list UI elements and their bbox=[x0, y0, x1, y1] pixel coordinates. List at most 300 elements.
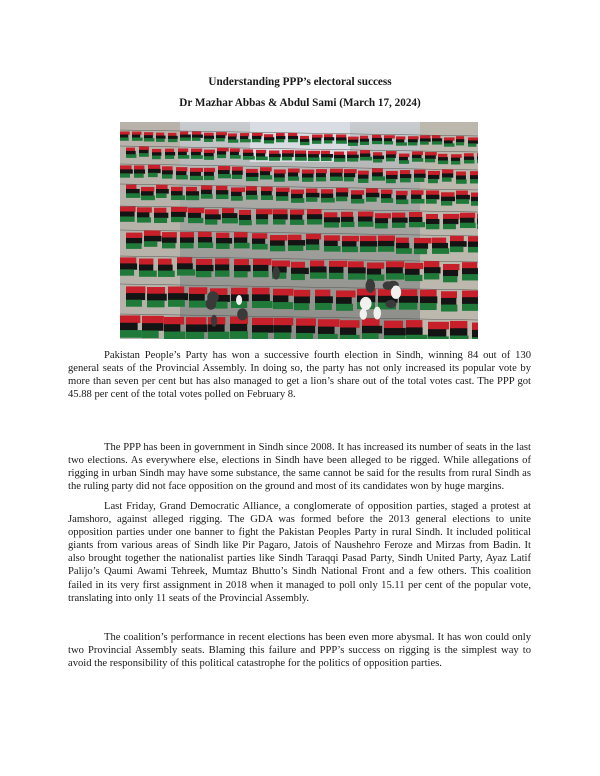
flag-stripe bbox=[462, 291, 478, 298]
flag-stripe bbox=[139, 265, 153, 271]
flag-stripe bbox=[360, 154, 370, 158]
flag-stripe bbox=[156, 185, 168, 190]
flag-stripe bbox=[190, 176, 203, 180]
ppp-flag bbox=[308, 151, 320, 161]
flag-stripe bbox=[411, 195, 421, 200]
flag-stripe bbox=[450, 241, 467, 247]
flag-stripe bbox=[156, 139, 165, 142]
ppp-flag bbox=[342, 236, 359, 252]
flag-stripe bbox=[261, 191, 272, 196]
flag-stripe bbox=[428, 179, 438, 183]
flag-stripe bbox=[408, 139, 418, 142]
flag-stripe bbox=[438, 160, 448, 164]
flag-stripe bbox=[256, 150, 266, 154]
flag-stripe bbox=[381, 194, 391, 199]
flag-stripe bbox=[426, 214, 438, 219]
flag-stripe bbox=[234, 271, 248, 277]
flag-stripe bbox=[243, 156, 255, 160]
flag-stripe bbox=[120, 131, 130, 134]
flag-stripe bbox=[347, 151, 357, 155]
flag-stripe bbox=[420, 141, 429, 144]
ppp-flag bbox=[216, 186, 228, 199]
flag-stripe bbox=[246, 186, 257, 191]
flag-stripe bbox=[321, 151, 330, 155]
flag-stripe bbox=[205, 219, 217, 224]
flag-stripe bbox=[165, 155, 174, 159]
flag-stripe bbox=[273, 219, 286, 224]
flag-stripe bbox=[348, 140, 358, 143]
flag-stripe bbox=[432, 243, 448, 249]
flag-stripe bbox=[276, 192, 288, 197]
flag-stripe bbox=[180, 132, 188, 135]
flag-stripe bbox=[464, 157, 474, 161]
flag-stripe bbox=[162, 166, 173, 170]
flag-stripe bbox=[208, 324, 225, 332]
article-title: Understanding PPP’s electoral success bbox=[208, 76, 392, 88]
flag-stripe bbox=[414, 174, 426, 178]
flag-stripe bbox=[120, 134, 128, 137]
flag-stripe bbox=[188, 208, 204, 213]
flag-stripe bbox=[456, 175, 466, 179]
flag-stripe bbox=[318, 334, 338, 339]
flag-stripe bbox=[336, 137, 347, 140]
flag-stripe bbox=[396, 243, 409, 249]
flag-stripe bbox=[460, 218, 475, 223]
ppp-flag bbox=[295, 150, 307, 160]
ppp-flag bbox=[269, 150, 281, 160]
flag-stripe bbox=[291, 190, 304, 195]
flag-stripe bbox=[324, 246, 341, 252]
flag-stripe bbox=[168, 136, 178, 139]
flag-stripe bbox=[384, 141, 393, 144]
flag-stripe bbox=[240, 136, 248, 139]
flag-stripe bbox=[137, 217, 151, 222]
flag-stripe bbox=[256, 209, 272, 214]
ppp-flag bbox=[341, 212, 354, 227]
ppp-flag bbox=[378, 236, 395, 252]
crowd-figure bbox=[373, 307, 381, 320]
flag-stripe bbox=[464, 160, 474, 164]
flag-stripe bbox=[273, 302, 293, 309]
flag-stripe bbox=[276, 133, 285, 136]
flag-stripe bbox=[342, 241, 357, 247]
flag-stripe bbox=[270, 246, 285, 252]
flag-stripe bbox=[386, 261, 404, 267]
flag-stripe bbox=[231, 192, 242, 197]
ppp-flag bbox=[147, 287, 167, 307]
ppp-flag bbox=[300, 136, 309, 145]
ppp-flag bbox=[386, 261, 405, 279]
flag-stripe bbox=[171, 191, 183, 196]
flag-stripe bbox=[246, 173, 258, 177]
flag-stripe bbox=[318, 319, 340, 327]
flag-stripe bbox=[462, 274, 478, 280]
flag-stripe bbox=[336, 134, 346, 137]
crowd-figure bbox=[360, 309, 367, 320]
flag-stripe bbox=[162, 170, 173, 174]
flag-stripe bbox=[152, 152, 161, 156]
flag-stripe bbox=[477, 160, 478, 164]
flag-stripe bbox=[222, 208, 234, 213]
flag-stripe bbox=[246, 191, 257, 196]
flag-stripe bbox=[253, 265, 268, 271]
flag-stripe bbox=[472, 330, 478, 338]
flag-stripe bbox=[126, 151, 136, 155]
crowd-figure bbox=[236, 295, 242, 305]
flag-stripe bbox=[307, 209, 322, 214]
flag-stripe bbox=[272, 261, 290, 267]
flag-stripe bbox=[348, 261, 364, 267]
flag-stripe bbox=[450, 321, 467, 329]
flag-stripe bbox=[321, 194, 333, 199]
flag-stripe bbox=[261, 187, 273, 192]
flag-stripe bbox=[306, 234, 321, 240]
flag-stripe bbox=[381, 190, 393, 195]
flag-stripe bbox=[432, 138, 442, 141]
flag-stripe bbox=[215, 270, 230, 276]
ppp-flag bbox=[472, 323, 478, 339]
ppp-flag bbox=[261, 187, 273, 200]
flag-stripe bbox=[177, 269, 195, 275]
flag-stripe bbox=[120, 315, 140, 323]
flag-stripe bbox=[334, 158, 345, 162]
flag-stripe bbox=[384, 135, 395, 138]
flag-stripe bbox=[406, 335, 428, 339]
flag-stripe bbox=[472, 323, 478, 331]
flag-stripe bbox=[273, 295, 288, 302]
flag-stripe bbox=[288, 172, 298, 176]
flag-stripe bbox=[306, 245, 319, 251]
crowd-figure bbox=[385, 300, 396, 308]
flag-stripe bbox=[141, 196, 155, 201]
ppp-flag bbox=[162, 232, 177, 248]
ppp-flag bbox=[348, 261, 366, 279]
flag-stripe bbox=[290, 210, 304, 215]
flag-stripe bbox=[451, 154, 462, 158]
flag-stripe bbox=[351, 199, 364, 204]
flag-stripe bbox=[282, 157, 292, 161]
flag-stripe bbox=[126, 243, 142, 249]
flag-stripe bbox=[230, 331, 248, 339]
flag-stripe bbox=[198, 232, 212, 238]
flag-stripe bbox=[443, 224, 456, 229]
flag-stripe bbox=[156, 136, 165, 139]
flag-stripe bbox=[296, 318, 316, 326]
flag-stripe bbox=[171, 212, 186, 217]
flag-stripe bbox=[375, 223, 388, 228]
flag-stripe bbox=[414, 249, 427, 255]
ppp-flag bbox=[336, 188, 348, 201]
flag-stripe bbox=[180, 135, 191, 138]
ppp-flag bbox=[347, 151, 359, 161]
flag-stripe bbox=[246, 177, 258, 181]
flag-stripe bbox=[451, 158, 460, 162]
flag-stripe bbox=[204, 133, 214, 136]
flag-stripe bbox=[188, 218, 203, 223]
flag-stripe bbox=[351, 190, 364, 195]
flag-stripe bbox=[462, 262, 477, 268]
flag-stripe bbox=[456, 195, 470, 200]
flag-stripe bbox=[396, 191, 408, 196]
flag-stripe bbox=[316, 173, 326, 177]
flag-stripe bbox=[378, 241, 394, 247]
flag-stripe bbox=[334, 152, 344, 156]
ppp-flag bbox=[274, 318, 293, 339]
flag-stripe bbox=[204, 139, 213, 142]
flag-stripe bbox=[204, 153, 214, 157]
flag-stripe bbox=[306, 239, 319, 245]
flag-stripe bbox=[344, 173, 355, 177]
flag-stripe bbox=[204, 168, 215, 172]
flag-stripe bbox=[426, 219, 439, 224]
ppp-flag bbox=[462, 262, 478, 280]
flag-stripe bbox=[156, 133, 164, 136]
flag-stripe bbox=[231, 187, 245, 192]
flag-stripe bbox=[428, 175, 439, 179]
flag-stripe bbox=[288, 245, 303, 251]
flag-stripe bbox=[222, 218, 238, 223]
flag-stripe bbox=[450, 328, 467, 336]
flag-stripe bbox=[147, 300, 165, 307]
flag-stripe bbox=[142, 330, 159, 338]
flag-stripe bbox=[215, 258, 229, 264]
flag-stripe bbox=[273, 214, 288, 219]
ppp-flag bbox=[180, 232, 194, 248]
flag-stripe bbox=[246, 195, 258, 200]
flag-stripe bbox=[204, 172, 214, 176]
flag-stripe bbox=[276, 136, 285, 139]
flag-stripe bbox=[120, 137, 129, 140]
flag-stripe bbox=[139, 259, 153, 265]
flag-stripe bbox=[321, 157, 332, 161]
ppp-flag bbox=[358, 212, 373, 227]
flag-stripe bbox=[260, 171, 270, 175]
flag-stripe bbox=[168, 139, 177, 142]
flag-stripe bbox=[441, 197, 455, 202]
flag-stripe bbox=[120, 323, 138, 331]
flag-stripe bbox=[243, 149, 253, 153]
flag-stripe bbox=[443, 219, 458, 224]
flag-stripe bbox=[231, 196, 243, 201]
flag-stripe bbox=[450, 336, 469, 339]
flag-stripe bbox=[132, 135, 140, 138]
ppp-flag bbox=[400, 170, 411, 182]
ppp-flag bbox=[443, 264, 460, 282]
flag-stripe bbox=[420, 296, 437, 303]
flag-stripe bbox=[216, 243, 230, 249]
flag-stripe bbox=[270, 235, 287, 241]
flag-stripe bbox=[386, 158, 395, 162]
ppp-flag bbox=[290, 210, 304, 225]
flag-stripe bbox=[252, 244, 268, 250]
flag-stripe bbox=[190, 172, 201, 176]
flag-stripe bbox=[177, 263, 193, 269]
flag-stripe bbox=[264, 134, 273, 137]
flag-stripe bbox=[232, 175, 242, 179]
flag-stripe bbox=[240, 133, 249, 136]
flag-stripe bbox=[216, 238, 232, 244]
flag-stripe bbox=[205, 209, 219, 214]
flag-stripe bbox=[232, 167, 243, 171]
flag-stripe bbox=[134, 169, 145, 173]
flag-stripe bbox=[192, 138, 201, 141]
flag-stripe bbox=[347, 158, 358, 162]
flag-stripe bbox=[330, 177, 343, 181]
flag-stripe bbox=[256, 153, 265, 157]
ppp-flag bbox=[154, 208, 168, 223]
flag-stripe bbox=[324, 217, 340, 222]
ppp-flag bbox=[315, 290, 333, 310]
ppp-flag bbox=[399, 289, 418, 309]
ppp-flag bbox=[246, 186, 258, 199]
ppp-flag bbox=[451, 154, 462, 164]
flag-stripe bbox=[396, 238, 409, 244]
ppp-flag bbox=[141, 187, 155, 200]
flag-stripe bbox=[291, 268, 309, 274]
flag-stripe bbox=[428, 322, 449, 330]
flag-stripe bbox=[294, 290, 310, 297]
flag-stripe bbox=[425, 152, 437, 156]
flag-stripe bbox=[282, 153, 294, 157]
ppp-flag bbox=[134, 165, 145, 177]
flag-stripe bbox=[399, 289, 417, 296]
flag-stripe bbox=[438, 154, 447, 158]
flag-stripe bbox=[324, 235, 340, 241]
flag-stripe bbox=[144, 236, 162, 242]
ppp-flag bbox=[456, 171, 467, 183]
flag-stripe bbox=[460, 223, 476, 228]
flag-stripe bbox=[308, 154, 319, 158]
ppp-flag bbox=[460, 213, 476, 228]
ppp-flag bbox=[425, 152, 437, 162]
flag-stripe bbox=[426, 195, 439, 200]
flag-stripe bbox=[217, 155, 226, 159]
flag-stripe bbox=[456, 139, 464, 142]
flag-stripe bbox=[276, 196, 288, 201]
flag-stripe bbox=[171, 187, 183, 192]
flag-stripe bbox=[329, 267, 343, 273]
flag-stripe bbox=[399, 157, 408, 161]
flag-stripe bbox=[400, 174, 411, 178]
flag-stripe bbox=[471, 192, 478, 197]
ppp-flag bbox=[412, 151, 423, 161]
flag-stripe bbox=[414, 238, 432, 244]
flag-stripe bbox=[381, 198, 393, 203]
flag-stripe bbox=[276, 188, 290, 193]
flag-stripe bbox=[477, 156, 478, 160]
flag-stripe bbox=[204, 150, 215, 154]
ppp-flag bbox=[126, 233, 142, 249]
ppp-flag bbox=[243, 149, 255, 159]
flag-stripe bbox=[288, 139, 298, 142]
flag-stripe bbox=[396, 136, 405, 139]
flag-stripe bbox=[178, 148, 188, 152]
flag-stripe bbox=[158, 265, 173, 271]
flag-stripe bbox=[141, 191, 154, 196]
flag-stripe bbox=[477, 219, 478, 224]
flag-stripe bbox=[324, 212, 337, 217]
flag-stripe bbox=[230, 155, 241, 159]
ppp-flag bbox=[414, 170, 426, 182]
flag-stripe bbox=[468, 140, 478, 143]
flag-stripe bbox=[329, 273, 344, 279]
flag-stripe bbox=[216, 138, 225, 141]
flag-stripe bbox=[306, 193, 319, 198]
flag-stripe bbox=[152, 149, 161, 153]
flag-stripe bbox=[291, 262, 305, 268]
flag-stripe bbox=[252, 318, 273, 326]
flag-stripe bbox=[120, 263, 137, 269]
flag-stripe bbox=[340, 335, 360, 339]
flag-stripe bbox=[168, 287, 184, 294]
flag-stripe bbox=[168, 293, 188, 300]
flag-stripe bbox=[276, 139, 284, 142]
flag-stripe bbox=[442, 173, 453, 177]
ppp-flag bbox=[252, 288, 273, 308]
flag-stripe bbox=[462, 268, 478, 274]
flag-stripe bbox=[360, 142, 369, 145]
flag-stripe bbox=[316, 177, 326, 181]
flag-stripe bbox=[336, 290, 356, 297]
flag-stripe bbox=[148, 173, 158, 177]
flag-stripe bbox=[198, 242, 213, 248]
flag-stripe bbox=[196, 265, 213, 271]
flag-stripe bbox=[321, 189, 333, 194]
flag-stripe bbox=[230, 324, 247, 332]
ppp-flag bbox=[392, 213, 408, 228]
flag-stripe bbox=[288, 136, 298, 139]
flag-stripe bbox=[456, 142, 464, 145]
flag-stripe bbox=[239, 220, 252, 225]
flag-stripe bbox=[442, 169, 453, 173]
flag-stripe bbox=[147, 294, 167, 301]
flag-stripe bbox=[334, 155, 345, 159]
flag-stripe bbox=[239, 215, 251, 220]
ppp-flag bbox=[360, 136, 369, 145]
flag-stripe bbox=[367, 269, 381, 275]
ppp-flag bbox=[239, 210, 252, 225]
ppp-flag bbox=[348, 137, 359, 146]
ppp-flag bbox=[408, 136, 419, 145]
flag-stripe bbox=[315, 290, 330, 297]
flag-stripe bbox=[312, 135, 323, 138]
flag-stripe bbox=[288, 235, 302, 241]
flag-stripe bbox=[324, 241, 338, 247]
flag-stripe bbox=[360, 139, 369, 142]
flag-stripe bbox=[308, 151, 320, 155]
flag-stripe bbox=[162, 174, 172, 178]
flag-stripe bbox=[253, 271, 269, 277]
flag-stripe bbox=[252, 325, 274, 333]
flag-stripe bbox=[310, 266, 327, 272]
flag-stripe bbox=[186, 332, 204, 339]
flag-stripe bbox=[147, 287, 165, 294]
ppp-flag bbox=[204, 133, 214, 142]
flag-stripe bbox=[386, 175, 398, 179]
flag-stripe bbox=[341, 217, 354, 222]
flag-stripe bbox=[315, 296, 333, 303]
ppp-flag bbox=[384, 321, 406, 339]
ppp-flag bbox=[396, 191, 408, 204]
flag-stripe bbox=[468, 242, 478, 248]
ppp-flag bbox=[144, 132, 154, 141]
flag-stripe bbox=[468, 143, 476, 146]
flag-stripe bbox=[295, 150, 306, 154]
flag-stripe bbox=[300, 142, 309, 145]
flag-stripe bbox=[386, 154, 396, 158]
flag-stripe bbox=[378, 246, 394, 252]
ppp-flag bbox=[126, 148, 136, 158]
